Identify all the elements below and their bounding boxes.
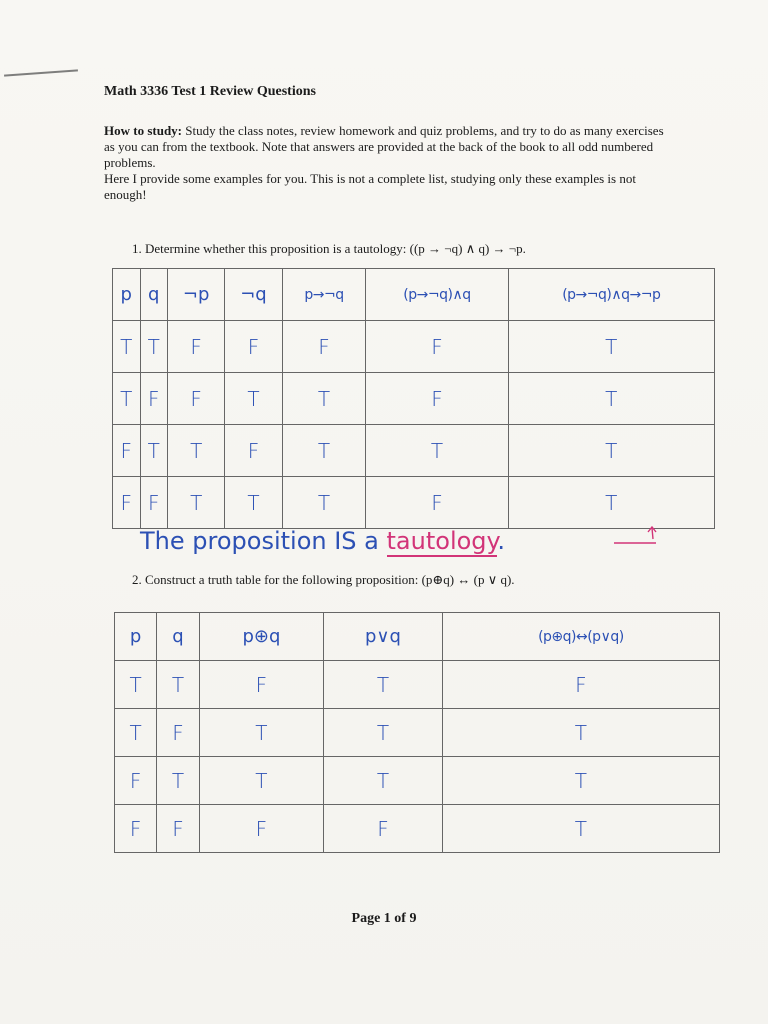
header-cell: p <box>113 269 141 321</box>
table-row <box>115 805 720 853</box>
table-cell: F <box>157 805 199 853</box>
table-cell: T <box>282 425 366 477</box>
header-cell: ¬q <box>225 269 282 321</box>
table-cell: F <box>115 757 157 805</box>
header-cell: q <box>140 269 168 321</box>
table-cell: T <box>282 477 366 529</box>
table-row <box>115 757 720 805</box>
page-number: Page 1 of 9 <box>351 911 417 926</box>
table-cell: T <box>225 477 282 529</box>
header-cell: (p⊕q)↔(p∨q) <box>442 613 719 661</box>
handwritten-arrow-icon <box>612 524 662 548</box>
table-row <box>115 709 720 757</box>
table-cell: F <box>157 709 199 757</box>
intro-text: Here I provide some examples for you. This is not a complete list, studying only these examples is not enough! <box>104 171 636 202</box>
table-cell: T <box>199 709 324 757</box>
table-cell: T <box>508 477 714 529</box>
table-cell: T <box>442 757 719 805</box>
table-cell: T <box>442 709 719 757</box>
table-row <box>113 425 715 477</box>
how-to-study-label: How to study: <box>104 123 183 138</box>
header-cell: (p→¬q)∧q <box>366 269 508 321</box>
table-cell: T <box>442 805 719 853</box>
table-cell: T <box>508 425 714 477</box>
scan-stray-mark <box>4 69 78 76</box>
header-cell: p→¬q <box>282 269 366 321</box>
table-cell: T <box>366 425 508 477</box>
table-row <box>113 321 715 373</box>
table-cell: F <box>113 477 141 529</box>
header-cell: q <box>157 613 199 661</box>
table-cell: F <box>113 425 141 477</box>
table-cell: T <box>113 321 141 373</box>
truth-table-2 <box>114 612 720 853</box>
table-cell: T <box>199 757 324 805</box>
table-row <box>113 477 715 529</box>
table-row <box>115 661 720 709</box>
conclusion-period: . <box>497 527 505 555</box>
table-cell: F <box>168 321 225 373</box>
table-cell: T <box>140 425 168 477</box>
table-cell: T <box>508 321 714 373</box>
table-cell: T <box>324 661 443 709</box>
how-to-study-text: Study the class notes, review homework and quiz problems, and try to do as many exercises as you can from the textbook. Note that answers are provided at the back of the book to all odd numbered problems. <box>104 123 664 170</box>
table-cell: F <box>282 321 366 373</box>
table-cell: F <box>199 661 324 709</box>
header-cell: ¬p <box>168 269 225 321</box>
table-cell: F <box>324 805 443 853</box>
conclusion-text: The proposition IS a <box>140 527 379 555</box>
table-cell: F <box>442 661 719 709</box>
table-header-row <box>115 613 720 661</box>
table-cell: F <box>366 321 508 373</box>
handwritten-conclusion <box>140 527 505 555</box>
table-cell: T <box>282 373 366 425</box>
table-cell: T <box>324 709 443 757</box>
truth-table-1 <box>112 268 715 529</box>
table-cell: T <box>113 373 141 425</box>
table-cell: T <box>157 661 199 709</box>
table-cell: T <box>324 757 443 805</box>
table-cell: T <box>508 373 714 425</box>
table-cell: T <box>225 373 282 425</box>
question-2-text: 2. Construct a truth table for the following proposition: (p⊕q) ↔ (p ∨ q). <box>132 572 515 587</box>
table-cell: F <box>366 477 508 529</box>
table-cell: F <box>140 477 168 529</box>
header-cell: p <box>115 613 157 661</box>
table-cell: F <box>140 373 168 425</box>
table-cell: F <box>168 373 225 425</box>
conclusion-highlight: tautology <box>386 527 498 555</box>
table-cell: T <box>168 425 225 477</box>
header-cell: (p→¬q)∧q→¬p <box>508 269 714 321</box>
table-cell: T <box>140 321 168 373</box>
table-cell: F <box>366 373 508 425</box>
table-cell: F <box>199 805 324 853</box>
table-cell: T <box>168 477 225 529</box>
table-cell: T <box>115 709 157 757</box>
table-cell: F <box>225 425 282 477</box>
table-header-row <box>113 269 715 321</box>
question-1-text: 1. Determine whether this proposition is a tautology: ((p → ¬q) ∧ q) → ¬p. <box>132 241 526 256</box>
table-cell: T <box>157 757 199 805</box>
table-cell: F <box>115 805 157 853</box>
header-cell: p⊕q <box>199 613 324 661</box>
document-title: Math 3336 Test 1 Review Questions <box>104 84 316 99</box>
study-instructions <box>104 123 672 203</box>
header-cell: p∨q <box>324 613 443 661</box>
table-cell: T <box>115 661 157 709</box>
table-row <box>113 373 715 425</box>
table-cell: F <box>225 321 282 373</box>
